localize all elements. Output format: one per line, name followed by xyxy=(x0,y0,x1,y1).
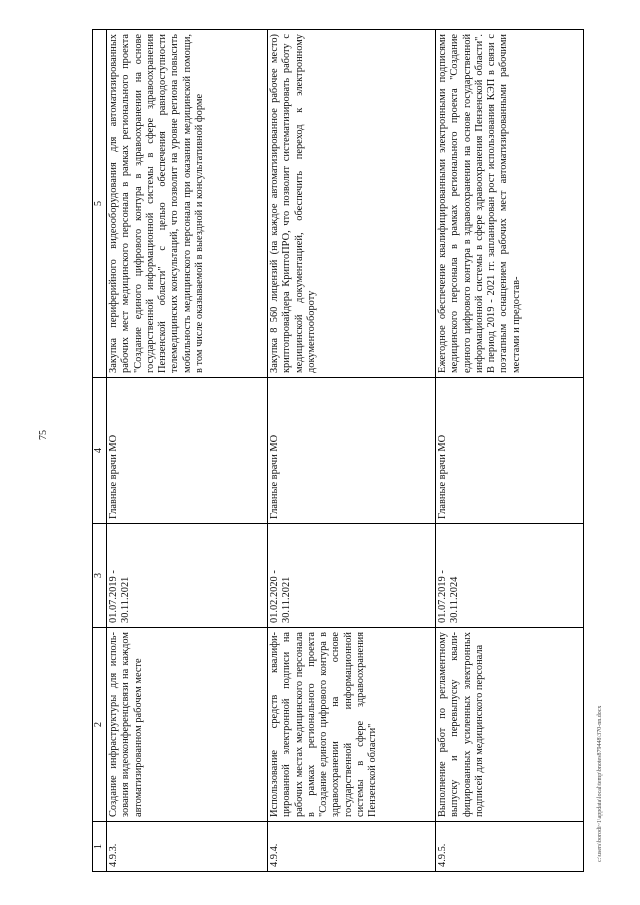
header-col-4: 4 xyxy=(93,378,107,524)
footer-file-path: c:\users\borodi~1\appdata\local\temp\bnotes879448\370-nn.docx xyxy=(597,705,603,862)
header-col-3: 3 xyxy=(93,524,107,628)
row-number: 4.9.5. xyxy=(436,822,584,872)
row-number: 4.9.4. xyxy=(268,822,436,872)
activity-cell: Использование средств квалифицированной электронной подписи на рабочих местах медицинского персонала в рамках регионального проекта "Создание единого цифрового контура в здравоохранении на основе государственной информационной системы в сфере здравоохранения Пензенской области" xyxy=(268,628,436,822)
plan-table xyxy=(92,29,584,872)
activity-cell: Создание инфраструктуры для использования видеоконференцсвязи на каждом автоматизированном рабочем месте xyxy=(107,628,268,822)
header-col-1: 1 xyxy=(93,822,107,872)
result-cell: Закупка 8 560 лицензий (на каждое автоматизированное рабочее место) криптопровайдера КриптоПРО, что позволит систематизировать работу с медицинской документацией, обеспечить переход к электронному документообороту xyxy=(268,30,436,378)
rotated-table-sheet xyxy=(92,30,597,872)
responsible-cell: Главные врачи МО xyxy=(436,378,584,524)
header-col-2: 2 xyxy=(93,628,107,822)
period-cell: 01.07.2019 - 30.11.2024 xyxy=(436,524,584,628)
responsible-cell: Главные врачи МО xyxy=(268,378,436,524)
header-col-5: 5 xyxy=(93,30,107,378)
header-row xyxy=(93,30,107,872)
row-number: 4.9.3. xyxy=(107,822,268,872)
result-cell: Ежегодное обеспечение квалифицированными электронными подписями медицинского персонала в рамках регионального проекта "Создание единого цифрового контура в здравоохранении на основе государственной информационной системы в сфере здравоохранения Пензенской области". В период 2019 - 2021 гг. запланирован рост использования КЭП в связи с поэтапным оснащением рабочих мест автоматизированными рабочими местами и предостав- xyxy=(436,30,584,378)
period-cell: 01.07.2019 - 30.11.2021 xyxy=(107,524,268,628)
period-cell: 01.02.2020 - 30.11.2021 xyxy=(268,524,436,628)
page-number: 75 xyxy=(38,430,49,440)
table-row xyxy=(436,30,584,872)
activity-cell: Выполнение работ по регламентному выпуску и перевыпуску квалифицированных усиленных электронных подписей для медицинского персонала xyxy=(436,628,584,822)
responsible-cell: Главные врачи МО xyxy=(107,378,268,524)
result-cell: Закупка периферийного видеооборудования для автоматизированных рабочих мест медицинского персонала в рамках регионального проекта "Создание единого цифрового контура в здравоохранении на основе государственной информационной системы в сфере здравоохранения Пензенской области" с целью обеспечения равнодоступности телемедицинских консультаций, что позволит на уровне региона повысить мобильность медицинского персонала при оказании медицинской помощи, в том числе оказываемой в выездной и консультативной форме xyxy=(107,30,268,378)
table-row xyxy=(268,30,436,872)
table-row xyxy=(107,30,268,872)
